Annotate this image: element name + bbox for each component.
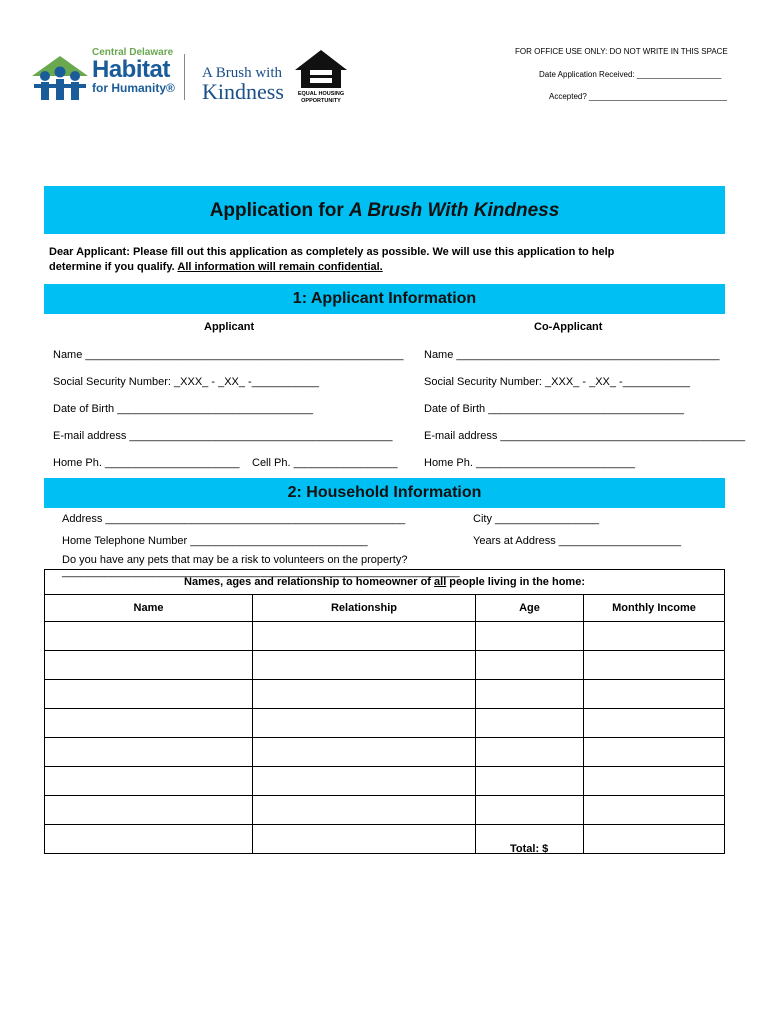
title-banner bbox=[44, 186, 725, 234]
section2-bar bbox=[44, 478, 725, 508]
coapplicant-ssn-field[interactable] bbox=[424, 376, 690, 388]
habitat-logo-line2: Habitat bbox=[92, 56, 170, 83]
section1-bar bbox=[44, 284, 725, 314]
cell-relationship[interactable] bbox=[253, 825, 476, 854]
table-row[interactable] bbox=[45, 796, 725, 825]
cell-age[interactable] bbox=[476, 738, 584, 767]
habitat-logo-line3: for Humanity® bbox=[92, 81, 175, 95]
ssn-label: Social Security Number: bbox=[424, 376, 546, 388]
intro-confidential: All information will remain confidential. bbox=[177, 261, 383, 273]
cell-relationship[interactable] bbox=[253, 680, 476, 709]
cell-income[interactable] bbox=[584, 709, 725, 738]
equal-housing-icon bbox=[293, 48, 349, 104]
cell-name[interactable] bbox=[45, 738, 253, 767]
applicant-name-field[interactable]: Name ____________________________________________________ bbox=[53, 349, 404, 361]
ssn-sep: - bbox=[579, 376, 590, 388]
years-at-address-field[interactable]: Years at Address ____________________ bbox=[473, 535, 682, 547]
cell-income[interactable] bbox=[584, 767, 725, 796]
applicant-dob-field[interactable]: Date of Birth ________________________________ bbox=[53, 403, 313, 415]
cell-income[interactable] bbox=[584, 680, 725, 709]
table-header-row bbox=[45, 595, 725, 622]
caption-pre: Names, ages and relationship to homeowner of bbox=[184, 576, 435, 588]
cell-income[interactable] bbox=[584, 738, 725, 767]
cell-relationship[interactable] bbox=[253, 767, 476, 796]
caption-all: all bbox=[434, 576, 447, 588]
office-use-heading: FOR OFFICE USE ONLY: DO NOT WRITE IN THIS SPACE bbox=[515, 47, 728, 56]
pets-question-field[interactable]: Do you have any pets that may be a risk to volunteers on the property? _________________________________________________________________ bbox=[62, 554, 460, 578]
coapplicant-home-phone-field[interactable]: Home Ph. __________________________ bbox=[424, 457, 636, 469]
cell-name[interactable] bbox=[45, 680, 253, 709]
ssn-tail: -___________ bbox=[616, 376, 691, 388]
col-monthly-income: Monthly Income bbox=[584, 595, 725, 622]
cell-name[interactable] bbox=[45, 651, 253, 680]
logo-row bbox=[30, 48, 360, 108]
ssn-xx: _XX_ bbox=[218, 376, 245, 388]
cell-income[interactable] bbox=[584, 622, 725, 651]
cell-income[interactable] bbox=[584, 651, 725, 680]
table-caption-row bbox=[45, 570, 725, 595]
cell-age[interactable] bbox=[476, 651, 584, 680]
col-age: Age bbox=[476, 595, 584, 622]
ssn-label: Social Security Number: bbox=[53, 376, 175, 388]
city-field[interactable]: City _________________ bbox=[473, 513, 600, 525]
cell-age[interactable] bbox=[476, 767, 584, 796]
ssn-tail: -___________ bbox=[245, 376, 320, 388]
date-received-field[interactable]: Date Application Received: ___________________ bbox=[539, 70, 722, 79]
page-title bbox=[44, 200, 725, 222]
caption-post: people living in the home: bbox=[446, 576, 585, 588]
habitat-logo-line1: Central Delaware bbox=[92, 47, 174, 58]
col-relationship: Relationship bbox=[253, 595, 476, 622]
coapplicant-heading: Co-Applicant bbox=[534, 321, 603, 333]
brush-logo-line1: A Brush with bbox=[202, 65, 283, 81]
title-prefix: Application for bbox=[209, 200, 350, 221]
table-caption bbox=[45, 570, 725, 595]
ssn-xx: _XX_ bbox=[589, 376, 616, 388]
habitat-house-icon bbox=[30, 54, 90, 102]
intro-paragraph bbox=[49, 245, 659, 275]
table-row[interactable] bbox=[45, 680, 725, 709]
coapplicant-name-field[interactable]: Name ___________________________________________ bbox=[424, 349, 720, 361]
cell-relationship[interactable] bbox=[253, 709, 476, 738]
cell-name[interactable] bbox=[45, 622, 253, 651]
col-name: Name bbox=[45, 595, 253, 622]
brush-logo-text bbox=[202, 66, 284, 103]
applicant-cell-phone-field[interactable]: Cell Ph. _________________ bbox=[252, 457, 398, 469]
cell-name[interactable] bbox=[45, 825, 253, 854]
cell-name[interactable] bbox=[45, 709, 253, 738]
table-row[interactable] bbox=[45, 738, 725, 767]
home-telephone-field[interactable]: Home Telephone Number _____________________________ bbox=[62, 535, 368, 547]
total-field[interactable]: Total: $________________________ bbox=[510, 843, 696, 855]
applicant-home-phone-field[interactable]: Home Ph. ______________________ bbox=[53, 457, 240, 469]
cell-age[interactable] bbox=[476, 709, 584, 738]
cell-relationship[interactable] bbox=[253, 796, 476, 825]
coapplicant-dob-field[interactable]: Date of Birth ________________________________ bbox=[424, 403, 684, 415]
logo-divider bbox=[184, 54, 185, 100]
applicant-heading: Applicant bbox=[204, 321, 255, 333]
ssn-xxx: _XXX_ bbox=[174, 376, 209, 388]
table-row[interactable] bbox=[45, 651, 725, 680]
section2-title: 2: Household Information bbox=[287, 484, 482, 501]
cell-income[interactable] bbox=[584, 796, 725, 825]
address-field[interactable]: Address _________________________________________________ bbox=[62, 513, 406, 525]
cell-relationship[interactable] bbox=[253, 738, 476, 767]
cell-name[interactable] bbox=[45, 767, 253, 796]
accepted-field[interactable]: Accepted? _______________________________ bbox=[549, 92, 727, 101]
table-row[interactable] bbox=[45, 622, 725, 651]
applicant-email-field[interactable]: E-mail address ___________________________________________ bbox=[53, 430, 393, 442]
table-row[interactable] bbox=[45, 767, 725, 796]
svg-text:EQUAL HOUSING: EQUAL HOUSING bbox=[297, 91, 345, 97]
coapplicant-email-field[interactable]: E-mail address ________________________________________ bbox=[424, 430, 746, 442]
cell-age[interactable] bbox=[476, 622, 584, 651]
habitat-logo-text bbox=[92, 48, 175, 94]
title-italic: A Brush With Kindness bbox=[349, 200, 560, 221]
cell-relationship[interactable] bbox=[253, 622, 476, 651]
household-table bbox=[44, 569, 725, 854]
intro-text: Dear Applicant: Please fill out this application as completely as possible. We will use this application to help determine if you qualify. bbox=[49, 246, 615, 273]
svg-text:OPPORTUNITY: OPPORTUNITY bbox=[301, 98, 341, 104]
ssn-sep: - bbox=[208, 376, 219, 388]
cell-name[interactable] bbox=[45, 796, 253, 825]
brush-logo-line2: Kindness bbox=[202, 79, 284, 104]
section1-title: 1: Applicant Information bbox=[292, 290, 477, 307]
cell-relationship[interactable] bbox=[253, 651, 476, 680]
ssn-xxx: _XXX_ bbox=[545, 376, 580, 388]
cell-age[interactable] bbox=[476, 796, 584, 825]
table-row[interactable] bbox=[45, 709, 725, 738]
applicant-ssn-field[interactable] bbox=[53, 376, 319, 388]
cell-age[interactable] bbox=[476, 680, 584, 709]
